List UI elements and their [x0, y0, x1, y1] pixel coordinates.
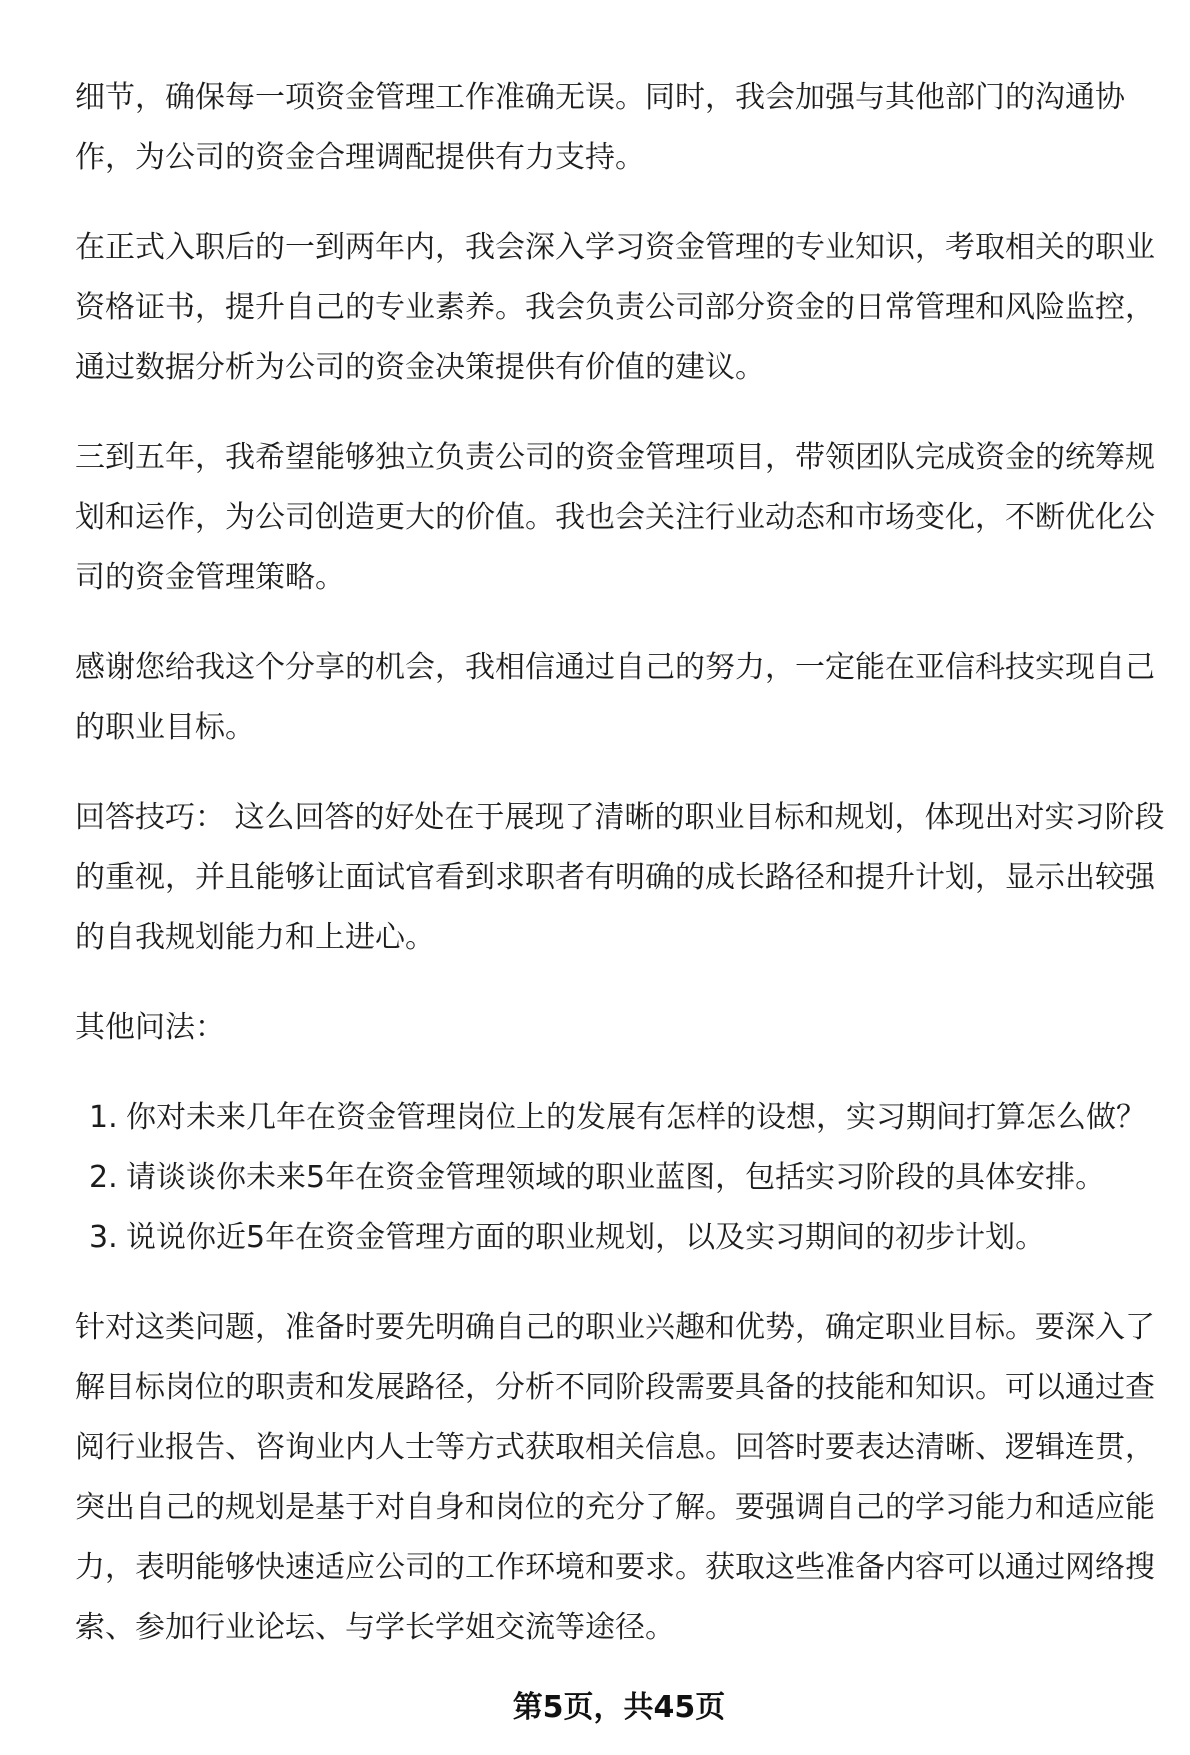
paragraph-line: 三到五年，我希望能够独立负责公司的资金管理项目，带领团队完成资金的统筹规 [75, 440, 1155, 475]
paragraph-line: 突出自己的规划是基于对自身和岗位的充分了解。要强调自己的学习能力和适应能 [75, 1490, 1155, 1525]
paragraph-line: 的重视，并且能够让面试官看到求职者有明确的成长路径和提升计划，显示出较强 [75, 860, 1155, 895]
list-item-text: 请谈谈你未来5年在资金管理领域的职业蓝图，包括实习阶段的具体安排。 [126, 1160, 1106, 1195]
list-item [75, 1148, 1175, 1208]
paragraph-line: 司的资金管理策略。 [75, 560, 345, 595]
paragraph-line: 划和运作，为公司创造更大的价值。我也会关注行业动态和市场变化，不断优化公 [75, 500, 1155, 535]
list-item-number: 1. [89, 1100, 118, 1135]
paragraph-line: 力，表明能够快速适应公司的工作环境和要求。获取这些准备内容可以通过网络搜 [75, 1550, 1155, 1585]
paragraph-line: 细节，确保每一项资金管理工作准确无误。同时，我会加强与其他部门的沟通协 [75, 80, 1125, 115]
page-number-footer: 第5页，共45页 [512, 1690, 726, 1725]
document-body [75, 68, 1175, 1688]
list-item-text: 你对未来几年在资金管理岗位上的发展有怎样的设想，实习期间打算怎么做？ [126, 1100, 1146, 1135]
other-questions-heading-block [75, 998, 1175, 1058]
paragraph-line: 资格证书，提升自己的专业素养。我会负责公司部分资金的日常管理和风险监控， [75, 290, 1155, 325]
other-questions-heading: 其他问法： [75, 1010, 225, 1045]
paragraph [75, 68, 1175, 188]
paragraph-line: 在正式入职后的一到两年内，我会深入学习资金管理的专业知识，考取相关的职业 [75, 230, 1155, 265]
list-item-number: 3. [89, 1220, 118, 1255]
paragraph-line: 索、参加行业论坛、与学长学姐交流等途径。 [75, 1610, 675, 1645]
list-item [75, 1088, 1175, 1148]
paragraph-line: 通过数据分析为公司的资金决策提供有价值的建议。 [75, 350, 765, 385]
list-item-text: 说说你近5年在资金管理方面的职业规划，以及实习期间的初步计划。 [126, 1220, 1046, 1255]
paragraph [75, 428, 1175, 608]
list-item-number: 2. [89, 1160, 118, 1195]
paragraph-line: 解目标岗位的职责和发展路径，分析不同阶段需要具备的技能和知识。可以通过查 [75, 1370, 1155, 1405]
paragraph-line: 作，为公司的资金合理调配提供有力支持。 [75, 140, 645, 175]
list-item [75, 1208, 1175, 1268]
paragraph [75, 638, 1175, 758]
closing-paragraph [75, 1298, 1175, 1658]
paragraph [75, 218, 1175, 398]
paragraph-line: 针对这类问题，准备时要先明确自己的职业兴趣和优势，确定职业目标。要深入了 [75, 1310, 1155, 1345]
paragraph-line: 的自我规划能力和上进心。 [75, 920, 435, 955]
paragraph-line: 的职业目标。 [75, 710, 255, 745]
paragraph-line: 阅行业报告、咨询业内人士等方式获取相关信息。回答时要表达清晰、逻辑连贯， [75, 1430, 1155, 1465]
paragraph-line: 感谢您给我这个分享的机会，我相信通过自己的努力，一定能在亚信科技实现自己 [75, 650, 1155, 685]
paragraph-line: 回答技巧： 这么回答的好处在于展现了清晰的职业目标和规划，体现出对实习阶段 [75, 800, 1165, 835]
other-questions-list [75, 1088, 1175, 1268]
answer-tips-paragraph [75, 788, 1175, 968]
